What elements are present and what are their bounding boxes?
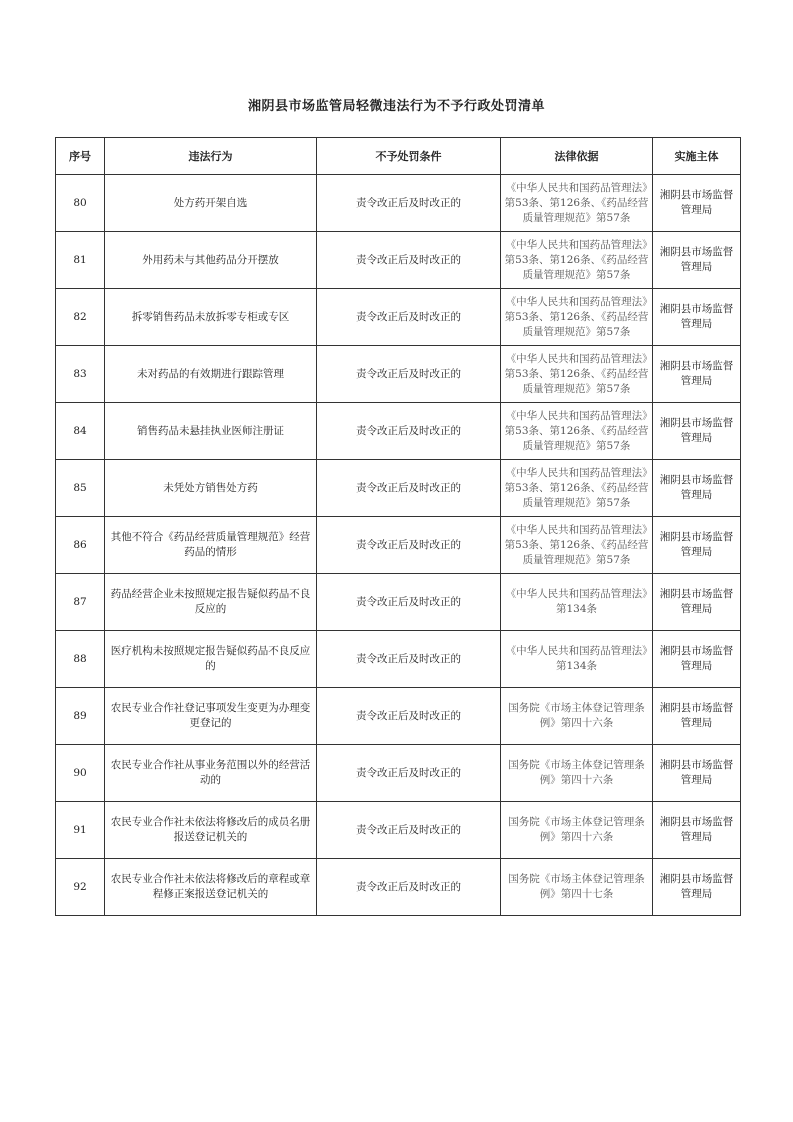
table-row — [56, 460, 741, 517]
cell-basis: 《中华人民共和国药品管理法》第134条 — [501, 631, 653, 688]
cell-condition: 责令改正后及时改正的 — [317, 802, 501, 859]
cell-subject: 湘阴县市场监督管理局 — [653, 574, 741, 631]
cell-behavior: 医疗机构未按照规定报告疑似药品不良反应的 — [105, 631, 317, 688]
cell-subject: 湘阴县市场监督管理局 — [653, 802, 741, 859]
header-subject: 实施主体 — [653, 138, 741, 175]
header-condition: 不予处罚条件 — [317, 138, 501, 175]
table-row — [56, 175, 741, 232]
table-row — [56, 574, 741, 631]
cell-subject: 湘阴县市场监督管理局 — [653, 460, 741, 517]
cell-condition: 责令改正后及时改正的 — [317, 859, 501, 916]
header-no: 序号 — [56, 138, 105, 175]
cell-behavior: 农民专业合作社从事业务范围以外的经营活动的 — [105, 745, 317, 802]
cell-no: 86 — [56, 517, 105, 574]
cell-condition: 责令改正后及时改正的 — [317, 289, 501, 346]
table-row — [56, 631, 741, 688]
table-row — [56, 517, 741, 574]
cell-basis: 《中华人民共和国药品管理法》第53条、第126条、《药品经营质量管理规范》第57条 — [501, 289, 653, 346]
cell-subject: 湘阴县市场监督管理局 — [653, 289, 741, 346]
cell-condition: 责令改正后及时改正的 — [317, 175, 501, 232]
cell-no: 87 — [56, 574, 105, 631]
cell-behavior: 农民专业合作社未依法将修改后的章程或章程修正案报送登记机关的 — [105, 859, 317, 916]
cell-no: 80 — [56, 175, 105, 232]
table-row — [56, 403, 741, 460]
cell-basis: 国务院《市场主体登记管理条例》第四十六条 — [501, 688, 653, 745]
cell-subject: 湘阴县市场监督管理局 — [653, 517, 741, 574]
cell-basis: 国务院《市场主体登记管理条例》第四十七条 — [501, 859, 653, 916]
cell-subject: 湘阴县市场监督管理局 — [653, 688, 741, 745]
cell-basis: 《中华人民共和国药品管理法》第134条 — [501, 574, 653, 631]
cell-basis: 国务院《市场主体登记管理条例》第四十六条 — [501, 745, 653, 802]
cell-behavior: 销售药品未悬挂执业医师注册证 — [105, 403, 317, 460]
table-row — [56, 859, 741, 916]
table-header-row — [56, 138, 741, 175]
cell-no: 90 — [56, 745, 105, 802]
cell-behavior: 外用药未与其他药品分开摆放 — [105, 232, 317, 289]
cell-behavior: 药品经营企业未按照规定报告疑似药品不良反应的 — [105, 574, 317, 631]
cell-subject: 湘阴县市场监督管理局 — [653, 232, 741, 289]
cell-condition: 责令改正后及时改正的 — [317, 346, 501, 403]
cell-basis: 《中华人民共和国药品管理法》第53条、第126条、《药品经营质量管理规范》第57条 — [501, 403, 653, 460]
cell-basis: 《中华人民共和国药品管理法》第53条、第126条、《药品经营质量管理规范》第57条 — [501, 346, 653, 403]
cell-no: 84 — [56, 403, 105, 460]
cell-condition: 责令改正后及时改正的 — [317, 403, 501, 460]
cell-basis: 《中华人民共和国药品管理法》第53条、第126条、《药品经营质量管理规范》第57条 — [501, 517, 653, 574]
header-basis: 法律依据 — [501, 138, 653, 175]
cell-behavior: 处方药开架自选 — [105, 175, 317, 232]
cell-no: 89 — [56, 688, 105, 745]
cell-condition: 责令改正后及时改正的 — [317, 574, 501, 631]
cell-behavior: 农民专业合作社登记事项发生变更为办理变更登记的 — [105, 688, 317, 745]
cell-behavior: 未凭处方销售处方药 — [105, 460, 317, 517]
cell-basis: 《中华人民共和国药品管理法》第53条、第126条、《药品经营质量管理规范》第57条 — [501, 175, 653, 232]
cell-no: 85 — [56, 460, 105, 517]
cell-behavior: 其他不符合《药品经营质量管理规范》经营药品的情形 — [105, 517, 317, 574]
cell-basis: 国务院《市场主体登记管理条例》第四十六条 — [501, 802, 653, 859]
cell-no: 83 — [56, 346, 105, 403]
cell-subject: 湘阴县市场监督管理局 — [653, 175, 741, 232]
table-row — [56, 688, 741, 745]
cell-behavior: 未对药品的有效期进行跟踪管理 — [105, 346, 317, 403]
cell-condition: 责令改正后及时改正的 — [317, 517, 501, 574]
table-row — [56, 289, 741, 346]
cell-no: 92 — [56, 859, 105, 916]
cell-subject: 湘阴县市场监督管理局 — [653, 403, 741, 460]
cell-condition: 责令改正后及时改正的 — [317, 745, 501, 802]
document-title: 湘阴县市场监管局轻微违法行为不予行政处罚清单 — [247, 99, 545, 114]
cell-no: 88 — [56, 631, 105, 688]
table-row — [56, 346, 741, 403]
cell-no: 91 — [56, 802, 105, 859]
cell-subject: 湘阴县市场监督管理局 — [653, 631, 741, 688]
cell-basis: 《中华人民共和国药品管理法》第53条、第126条、《药品经营质量管理规范》第57条 — [501, 232, 653, 289]
cell-subject: 湘阴县市场监督管理局 — [653, 859, 741, 916]
table-row — [56, 232, 741, 289]
header-behavior: 违法行为 — [105, 138, 317, 175]
cell-basis: 《中华人民共和国药品管理法》第53条、第126条、《药品经营质量管理规范》第57条 — [501, 460, 653, 517]
table-row — [56, 745, 741, 802]
cell-condition: 责令改正后及时改正的 — [317, 460, 501, 517]
cell-no: 81 — [56, 232, 105, 289]
cell-no: 82 — [56, 289, 105, 346]
penalty-exemption-table — [55, 137, 741, 916]
cell-behavior: 拆零销售药品未放拆零专柜或专区 — [105, 289, 317, 346]
cell-condition: 责令改正后及时改正的 — [317, 232, 501, 289]
cell-condition: 责令改正后及时改正的 — [317, 688, 501, 745]
table-row — [56, 802, 741, 859]
cell-subject: 湘阴县市场监督管理局 — [653, 745, 741, 802]
cell-subject: 湘阴县市场监督管理局 — [653, 346, 741, 403]
cell-behavior: 农民专业合作社未依法将修改后的成员名册报送登记机关的 — [105, 802, 317, 859]
cell-condition: 责令改正后及时改正的 — [317, 631, 501, 688]
